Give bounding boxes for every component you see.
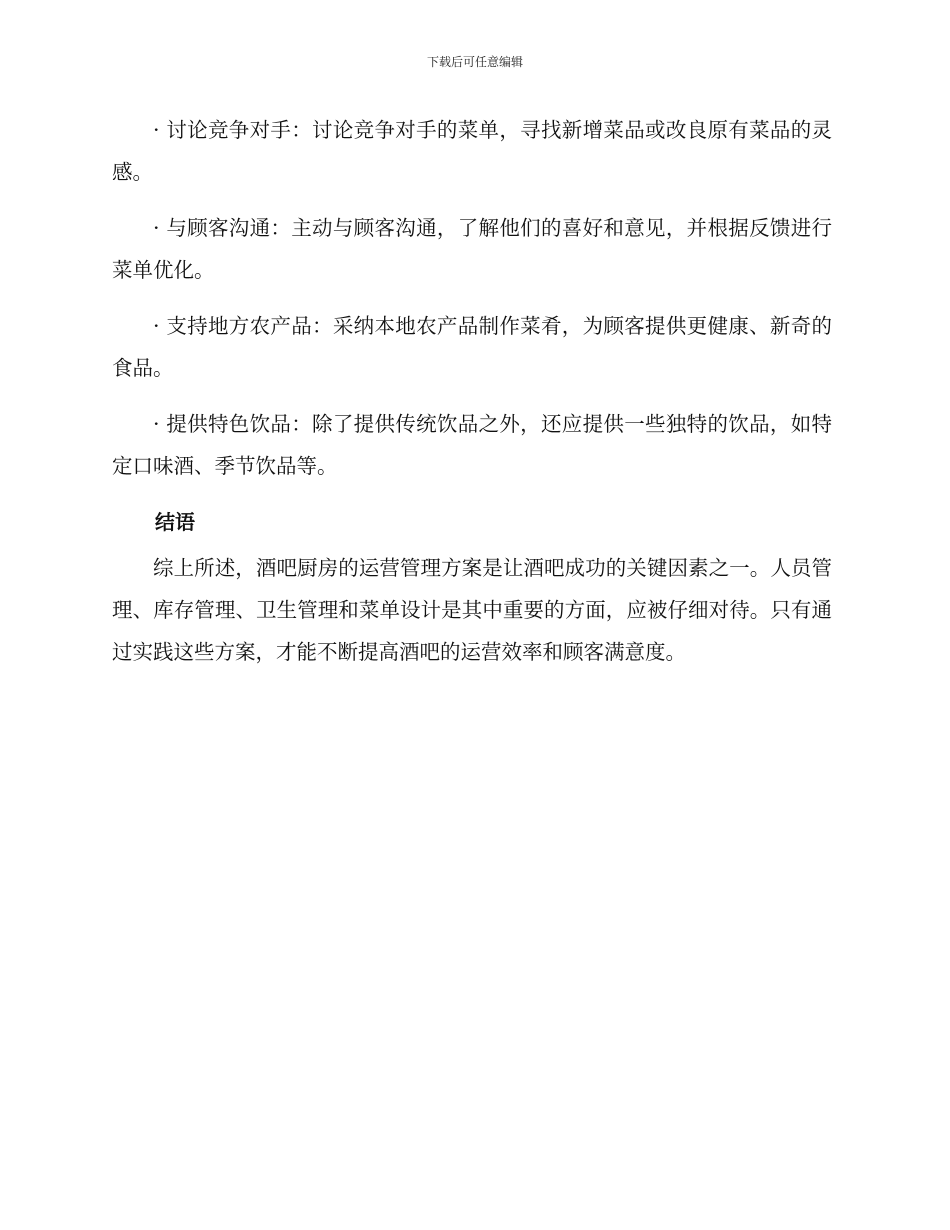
bullet-paragraph-local-produce: · 支持地方农产品：采纳本地农产品制作菜肴，为顾客提供更健康、新奇的食品。 xyxy=(112,314,832,380)
conclusion-paragraph: 综上所述，酒吧厨房的运营管理方案是让酒吧成功的关键因素之一。人员管理、库存管理、卫生管理和菜单设计是其中重要的方面，应被仔细对待。只有通过实践这些方案，才能不断提高酒吧的运营效率和顾客满意度。 xyxy=(112,556,832,664)
section-heading-conclusion: 结语 xyxy=(155,510,195,534)
bullet-paragraph-special-drinks: · 提供特色饮品：除了提供传统饮品之外，还应提供一些独特的饮品，如特定口味酒、季节饮品等。 xyxy=(112,412,832,478)
bullet-paragraph-customer-communication: · 与顾客沟通：主动与顾客沟通，了解他们的喜好和意见，并根据反馈进行菜单优化。 xyxy=(112,216,832,282)
header-note: 下载后可任意编辑 xyxy=(426,55,523,69)
document-body xyxy=(112,109,832,687)
bullet-paragraph-competitors: · 讨论竞争对手：讨论竞争对手的菜单，寻找新增菜品或改良原有菜品的灵感。 xyxy=(112,118,832,184)
